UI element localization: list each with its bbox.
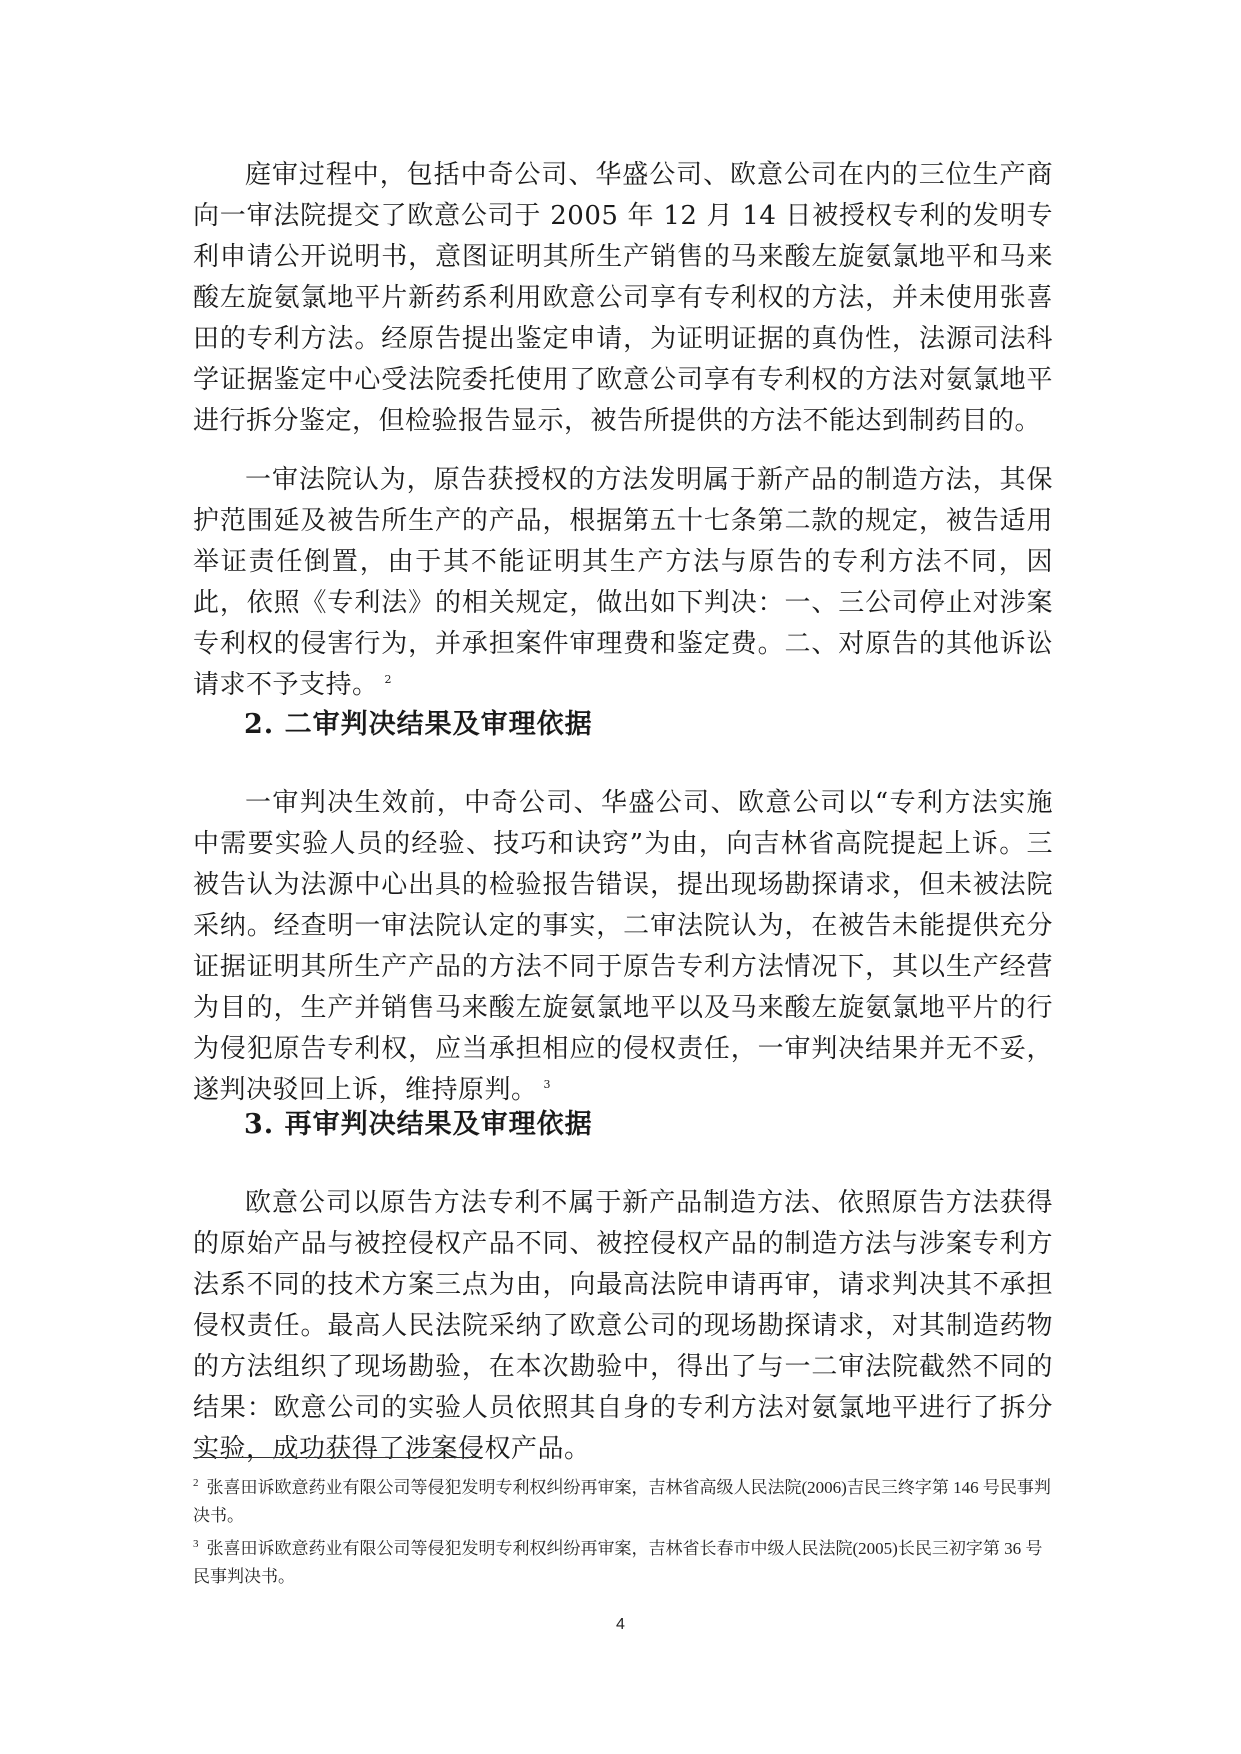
paragraph-second-instance: [193, 783, 1053, 1111]
section-heading-second-instance: 2. 二审判决结果及审理依据: [244, 709, 593, 740]
footnote-text: 张喜田诉欧意药业有限公司等侵犯发明专利权纠纷再审案，吉林省长春市中级人民法院(2005)长民三初字第 36 号民事判决书。: [193, 1539, 1043, 1586]
footnote-mark: 3: [193, 1538, 199, 1551]
paragraph-retrial: [193, 1183, 1053, 1470]
footnote-separator: [193, 1457, 483, 1458]
paragraph-trial-process: [193, 155, 1053, 442]
footnote-reference[interactable]: 2: [384, 673, 393, 687]
section-heading-retrial: 3. 再审判决结果及审理依据: [244, 1109, 593, 1140]
paragraph-text: 欧意公司以原告方法专利不属于新产品制造方法、依照原告方法获得的原始产品与被控侵权产品不同、被控侵权产品的制造方法与涉案专利方法系不同的技术方案三点为由，向最高法院申请再审，请求判决其不承担侵权责任。最高人民法院采纳了欧意公司的现场勘探请求，对其制造药物的方法组织了现场勘验，在本次勘验中，得出了与一二审法院截然不同的结果：欧意公司的实验人员依照其自身的专利方法对氨氯地平进行了拆分实验，成功获得了涉案侵权产品。: [193, 1188, 1053, 1464]
page-number: 4: [616, 1616, 625, 1633]
paragraph-text: 庭审过程中，包括中奇公司、华盛公司、欧意公司在内的三位生产商向一审法院提交了欧意公司于 2005 年 12 月 14 日被授权专利的发明专利申请公开说明书，意图证明其所生产销售的马来酸左旋氨氯地平和马来酸左旋氨氯地平片新药系利用欧意公司享有专利权的方法，并未使用张喜田的专利方法。经原告提出鉴定申请，为证明证据的真伪性，法源司法科学证据鉴定中心受法院委托使用了欧意公司享有专利权的方法对氨氯地平进行拆分鉴定，但检验报告显示，被告所提供的方法不能达到制药目的。: [193, 160, 1053, 436]
footnote-text: 张喜田诉欧意药业有限公司等侵犯发明专利权纠纷再审案，吉林省高级人民法院(2006)吉民三终字第 146 号民事判决书。: [193, 1478, 1051, 1525]
footnote-2: [193, 1474, 1053, 1530]
paragraph-first-instance: [193, 460, 1053, 706]
footnote-3: [193, 1535, 1053, 1591]
paragraph-text: 一审法院认为，原告获授权的方法发明属于新产品的制造方法，其保护范围延及被告所生产的产品，根据第五十七条第二款的规定，被告适用举证责任倒置，由于其不能证明其生产方法与原告的专利方法不同，因此，依照《专利法》的相关规定，做出如下判决：一、三公司停止对涉案专利权的侵害行为，并承担案件审理费和鉴定费。二、对原告的其他诉讼请求不予支持。: [193, 465, 1053, 700]
footnote-mark: 2: [193, 1477, 199, 1490]
paragraph-text: 一审判决生效前，中奇公司、华盛公司、欧意公司以“专利方法实施中需要实验人员的经验、技巧和诀窍”为由，向吉林省高院提起上诉。三被告认为法源中心出具的检验报告错误，提出现场勘探请求，但未被法院采纳。经查明一审法院认定的事实，二审法院认为，在被告未能提供充分证据证明其所生产产品的方法不同于原告专利方法情况下，其以生产经营为目的，生产并销售马来酸左旋氨氯地平以及马来酸左旋氨氯地平片的行为侵犯原告专利权，应当承担相应的侵权责任，一审判决结果并无不妥，遂判决驳回上诉，维持原判。: [193, 788, 1053, 1105]
footnote-reference[interactable]: 3: [543, 1078, 552, 1092]
